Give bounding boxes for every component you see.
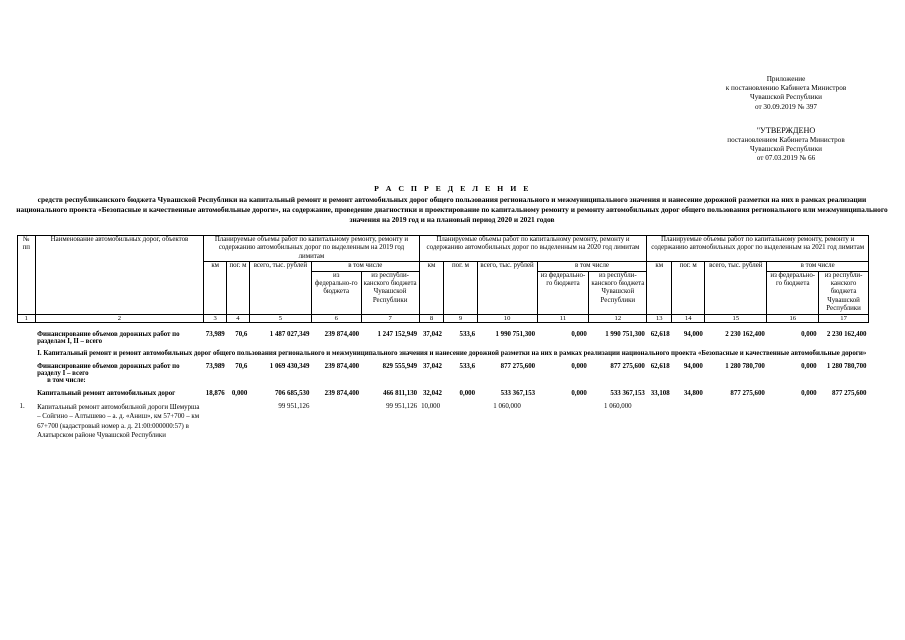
appendix-line: от 30.09.2019 № 397 — [754, 102, 817, 111]
column-number: 4 — [227, 314, 250, 322]
row-name: Капитальный ремонт автомобильной дороги Шемурша – Сойгино – Алтышево – а. д. «Аниш», км 57+700 – км 67+700 (кадастровый номер а. д. 21:00:000000:57) в Алатырском районе Чувашской Республики — [37, 404, 200, 440]
cell-value: 32,042 — [422, 390, 442, 398]
header-km: км — [204, 262, 227, 314]
table-row — [18, 331, 869, 345]
cell-value: 239 874,400 — [324, 330, 360, 338]
cell-value: 1 990 751,300 — [495, 330, 536, 338]
cell-value: 1 990 751,300 — [605, 330, 645, 338]
document-subtitle: средств республиканского бюджета Чувашской Республики на капитальный ремонт и ремонт автомобильных дорог общего пользования регионального и межмуниципального значения и нанесение дорожной разметки на них в рамках реализации национального проекта «Безопасные и качественные автомобильные дороги», на содержание, проведение диагностики и проектирование по капитальному ремонту и ремонту автомобильных дорог общего пользования регионального или межмуниципального значения на 2019 год и на плановый период 2020 и 2021 годов — [16, 195, 888, 225]
column-number: 17 — [819, 314, 869, 322]
column-number: 2 — [35, 314, 204, 322]
cell-value: 94,000 — [683, 363, 703, 371]
column-number: 7 — [361, 314, 419, 322]
column-number: 5 — [249, 314, 311, 322]
table-row — [18, 403, 869, 440]
column-number: 14 — [672, 314, 705, 322]
cell-value: 533,6 — [459, 363, 476, 371]
document-title: Р А С П Р Е Д Е Л Е Н И Е — [374, 184, 531, 193]
header-pm: пог. м — [444, 262, 477, 314]
row-name: Финансирование объемов дорожных работ по разделу I – всего в том числе: — [37, 363, 180, 385]
cell-value: 1 487 027,349 — [269, 330, 310, 338]
header-fed: из федерально-го бюджета — [311, 271, 361, 314]
cell-value: 37,042 — [422, 330, 442, 338]
cell-value: 0,000 — [571, 330, 587, 338]
cell-value: 0,000 — [801, 330, 817, 338]
cell-value: 533 367,153 — [500, 390, 536, 398]
appendix-block — [706, 75, 866, 112]
header-2021: Планируемые объемы работ по капитальному ремонту, ремонту и содержанию автомобильных дорог по выделенным на 2021 год лимитам — [647, 236, 869, 262]
header-fed: из федерально-го бюджета — [537, 271, 589, 314]
cell-value: 1 280 780,700 — [725, 363, 765, 371]
cell-value: 2 230 162,400 — [826, 330, 867, 338]
cell-value: 239 874,400 — [324, 363, 360, 371]
header-fed: из федерально-го бюджета — [767, 271, 819, 314]
row-name: Финансирование объемов дорожных работ по разделам I, II – всего — [37, 330, 180, 345]
cell-value: 829 555,949 — [382, 363, 418, 371]
cell-value: 1 247 152,949 — [377, 330, 418, 338]
column-number: 15 — [705, 314, 767, 322]
cell-value: 466 811,130 — [383, 390, 418, 398]
cell-value: 62,618 — [650, 330, 670, 338]
cell-value: 706 685,530 — [274, 390, 310, 398]
cell-value: 37,042 — [422, 363, 442, 371]
column-number: 8 — [419, 314, 444, 322]
cell-value: 1 280 780,700 — [826, 363, 867, 371]
cell-value: 99 951,126 — [278, 403, 310, 411]
cell-value: 99 951,126 — [386, 403, 418, 411]
cell-value: 0,000 — [571, 363, 587, 371]
cell-value: 18,876 — [205, 390, 225, 398]
header-2020: Планируемые объемы работ по капитальному ремонту, ремонту и содержанию автомобильных дорог по выделенным на 2020 год лимитам — [419, 236, 647, 262]
cell-value: 0,000 — [231, 390, 248, 398]
header-incl: в том числе — [767, 262, 869, 271]
column-number: 16 — [767, 314, 819, 322]
approved-line: от 07.03.2019 № 66 — [756, 154, 816, 163]
column-numbers-row — [18, 314, 869, 322]
cell-value: 1 060,000 — [493, 403, 521, 411]
approved-line: постановлением Кабинета Министров — [727, 136, 845, 144]
appendix-line: Чувашской Республики — [750, 93, 822, 102]
table-row — [18, 363, 869, 384]
header-rep: из республи-канского бюджета Чувашской Республики — [589, 271, 647, 314]
header-incl: в том числе — [537, 262, 647, 271]
cell-value: 10,000 — [421, 403, 441, 411]
header-pm: пог. м — [227, 262, 250, 314]
cell-value: 239 874,400 — [324, 390, 360, 398]
approved-block — [706, 125, 866, 164]
cell-value: 533 367,153 — [610, 390, 645, 398]
header-total: всего, тыс. рублей — [249, 262, 311, 314]
column-number: 12 — [589, 314, 647, 322]
cell-value: 877 275,600 — [730, 390, 765, 398]
column-number: 10 — [477, 314, 537, 322]
cell-value: 73,989 — [205, 363, 225, 371]
column-number: 11 — [537, 314, 589, 322]
header-incl: в том числе — [311, 262, 419, 271]
approved-line: Чувашской Республики — [750, 145, 822, 154]
cell-value: 70,6 — [235, 363, 248, 371]
header-name: Наименование автомобильных дорог, объектов — [35, 236, 204, 315]
cell-value: 0,000 — [459, 390, 476, 398]
cell-value: 70,6 — [235, 330, 248, 338]
column-number: 1 — [18, 314, 36, 322]
cell-value: 0,000 — [801, 363, 817, 371]
row-name: Капитальный ремонт автомобильных дорог — [37, 390, 176, 398]
cell-value: 73,989 — [205, 330, 225, 338]
cell-value: 877 275,600 — [832, 390, 867, 398]
header-pm: пог. м — [672, 262, 705, 314]
section-heading: I. Капитальный ремонт и ремонт автомобильных дорог общего пользования регионального и межмуниципального значения и нанесение дорожной разметки на них в рамках реализации национального проекта «Безопасные и качественные автомобильные дороги» — [37, 349, 867, 357]
column-number: 13 — [647, 314, 672, 322]
header-no: № пп — [18, 236, 36, 315]
cell-value: 94,000 — [683, 330, 703, 338]
row-no: 1. — [19, 403, 25, 411]
header-total: всего, тыс. рублей — [705, 262, 767, 314]
column-number: 3 — [204, 314, 227, 322]
cell-value: 877 275,600 — [500, 363, 536, 371]
table-row — [18, 390, 869, 397]
header-km: км — [419, 262, 444, 314]
cell-value: 877 275,600 — [610, 363, 645, 371]
cell-value: 33,108 — [650, 390, 670, 398]
cell-value: 0,000 — [571, 390, 587, 398]
column-number: 6 — [311, 314, 361, 322]
cell-value: 0,000 — [801, 390, 817, 398]
cell-value: 1 069 430,349 — [269, 363, 310, 371]
cell-value: 1 060,000 — [604, 403, 632, 411]
header-rep: из республи-канского бюджета Чувашской Республики — [819, 271, 869, 314]
column-number: 9 — [444, 314, 477, 322]
cell-value: 2 230 162,400 — [725, 330, 765, 338]
appendix-line: к постановлению Кабинета Министров — [725, 84, 847, 93]
header-rep: из республи-канского бюджета Чувашской Республики — [361, 271, 419, 314]
approved-line: "УТВЕРЖДЕНО — [756, 126, 816, 135]
appendix-line: Приложение — [766, 75, 806, 83]
header-km: км — [647, 262, 672, 314]
distribution-table — [17, 235, 869, 440]
cell-value: 62,618 — [650, 363, 670, 371]
header-2019: Планируемые объемы работ по капитальному ремонту, ремонту и содержанию автомобильных дорог по выделенным на 2019 год лимитам — [204, 236, 419, 262]
header-total: всего, тыс. рублей — [477, 262, 537, 314]
cell-value: 34,800 — [683, 390, 703, 398]
cell-value: 533,6 — [459, 330, 476, 338]
